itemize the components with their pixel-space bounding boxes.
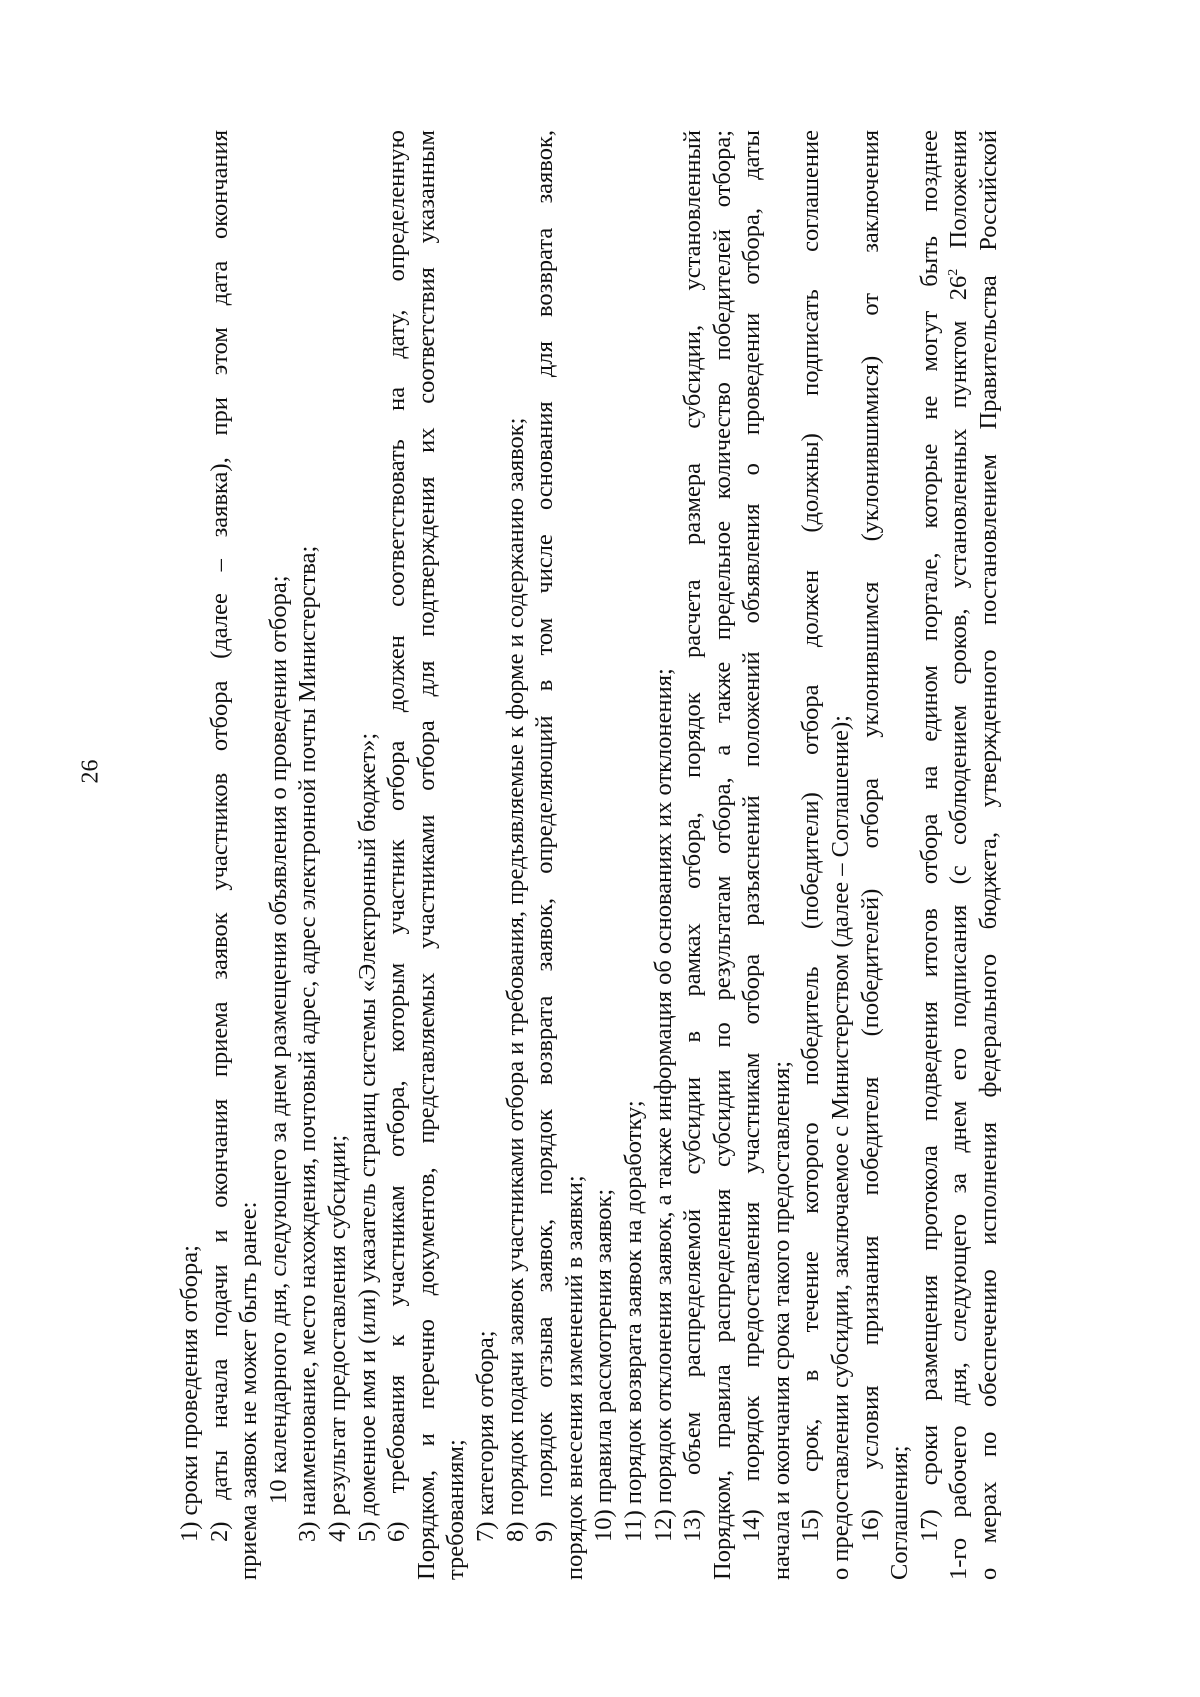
text-line (234, 130, 264, 1580)
text-line-content: приема заявок не может быть ранее: (235, 1201, 263, 1580)
text-line (560, 130, 590, 1580)
rotated-text-block (175, 130, 1004, 1580)
text-line (382, 130, 412, 1580)
text-line (856, 130, 886, 1580)
text-line-content: 15) срок, в течение которого победитель (победители) отбора должен (должны) подписать соглашение (797, 130, 825, 1542)
text-line-content: 9) порядок отзыва заявок, порядок возврата заявок, определяющий в том числе основания для возврата заявок, (531, 130, 559, 1542)
text-line-content: 13) объем распределяемой субсидии в рамках отбора, порядок расчета размера субсидии, установленный (679, 130, 707, 1542)
text-line-content: 12) порядок отклонения заявок, а также информация об основаниях их отклонения; (649, 668, 677, 1542)
text-line-content: 6) требования к участникам отбора, которым участник отбора должен соответствовать на дату, определенную (383, 130, 411, 1542)
text-line-content: 10) правила рассмотрения заявок; (590, 1188, 618, 1542)
text-line-content: порядок внесения изменений в заявки; (560, 1175, 588, 1580)
text-line (796, 130, 826, 1580)
text-line (323, 130, 353, 1580)
text-line-content: 5) доменное имя и (или) указатель страниц системы «Электронный бюджет»; (353, 732, 381, 1542)
text-line (441, 130, 471, 1580)
text-line (205, 130, 235, 1580)
text-line-content: 16) условия признания победителя (победителей) отбора уклонившимся (уклонившимися) от заключения (856, 130, 884, 1542)
text-line (175, 130, 205, 1580)
text-line (353, 130, 383, 1580)
text-line-tail: Положения (945, 130, 973, 269)
text-line-content: Соглашения; (886, 1445, 914, 1580)
text-line (293, 130, 323, 1580)
text-line-content: 14) порядок предоставления участникам отбора разъяснений положений объявления о проведении отбора, даты (738, 130, 766, 1542)
text-line-content: 8) порядок подачи заявок участниками отбора и требования, предъявляемые к форме и содержанию заявок; (501, 417, 529, 1542)
text-line (264, 130, 294, 1580)
text-line-content: о предоставлении субсидии, заключаемое с Министерством (далее – Соглашение); (827, 715, 855, 1580)
text-line (471, 130, 501, 1580)
text-line (944, 130, 974, 1580)
text-line (737, 130, 767, 1580)
text-line-content: 1) сроки проведения отбора; (176, 1245, 203, 1542)
text-line-content: Порядком, и перечню документов, представляемых участниками отбора для подтверждения их соответствия указанным (412, 130, 440, 1580)
text-line (501, 130, 531, 1580)
text-line-content: требованиям; (442, 1439, 470, 1580)
text-line (649, 130, 679, 1580)
text-line-content: 4) результат предоставления субсидии; (323, 1134, 351, 1542)
text-line-content: 10 календарного дня, следующего за днем размещения объявления о проведении отбора; (264, 575, 292, 1504)
text-line (885, 130, 915, 1580)
text-line (708, 130, 738, 1580)
text-line (678, 130, 708, 1580)
text-line-content: 1-го рабочего дня, следующего за днем его подписания (с соблюдением сроков, установленных пунктом 26 (945, 275, 973, 1580)
text-line-content: о мерах по обеспечению исполнения федерального бюджета, утвержденного постановлением Правительства Российской (975, 130, 1003, 1580)
text-line (974, 130, 1004, 1580)
text-line (412, 130, 442, 1580)
text-line-content: 17) сроки размещения протокола подведения итогов отбора на едином портале, которые не могут быть позднее (915, 130, 943, 1542)
text-line-content: 3) наименование, место нахождения, почтовый адрес, адрес электронной почты Министерства; (294, 545, 322, 1542)
text-line-content: 2) даты начала подачи и окончания приема заявок участников отбора (далее – заявка), при этом дата окончания (205, 130, 233, 1542)
text-line (530, 130, 560, 1580)
text-line (767, 130, 797, 1580)
text-line-content: 7) категория отбора; (471, 1330, 499, 1542)
text-line (915, 130, 945, 1580)
page-number: 26 (77, 759, 104, 784)
text-line (589, 130, 619, 1580)
superscript: 2 (946, 268, 962, 276)
text-line (826, 130, 856, 1580)
text-line-content: Порядком, правила распределения субсидии по результатам отбора, а также предельное количество победителей отбора; (708, 130, 736, 1580)
text-line (619, 130, 649, 1580)
text-line-content: 11) порядок возврата заявок на доработку; (619, 1100, 647, 1542)
text-line-content: начала и окончания срока такого предоставления; (767, 1060, 795, 1580)
